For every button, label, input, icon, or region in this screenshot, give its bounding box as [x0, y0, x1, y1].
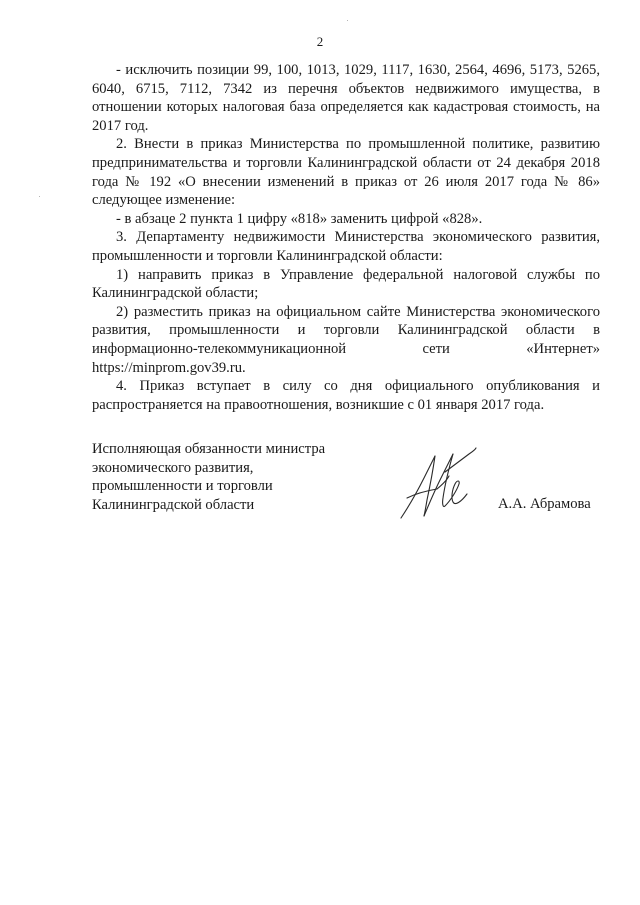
scan-speck	[347, 20, 348, 21]
paragraph-item-3-1: 1) направить приказ в Управление федеральной налоговой службы по Калининградской области;	[92, 266, 600, 302]
signer-position-line: Исполняющая обязанности министра	[92, 441, 326, 457]
scan-speck	[39, 196, 40, 197]
signer-position-line: Калининградской области	[92, 496, 255, 513]
paragraph-exclude-positions: - исключить позиции 99, 100, 1013, 1029, 1117, 1630, 2564, 4696, 5173, 5265, 6040, 6715, 7112, 7342 из перечня объектов недвижимого имущества, в отношении которых налоговая база определяется как кадастровая стоимость, на 2017 год.	[92, 62, 600, 134]
signer-position-line: экономического развития,	[92, 459, 254, 476]
paragraph-item-2: 2. Внести в приказ Министерства по промышленной политике, развитию предпринимательства и торговли Калининградской области от 24 декабря 2018 года № 192 «О внесении изменений в приказ от 26 июля 2017 года № 86» следующее изменение:	[92, 136, 600, 209]
page-number: 2	[316, 34, 324, 49]
paragraph-item-3: 3. Департаменту недвижимости Министерства экономического развития, промышленности и торговли Калининградской области:	[92, 229, 600, 264]
paragraph-item-4: 4. Приказ вступает в силу со дня официального опубликования и распространяется на правоотношения, возникшие с 01 января 2017 года.	[92, 378, 600, 413]
signer-name: А.А. Абрамова	[498, 496, 591, 512]
signer-position-line: промышленности и торговли	[92, 478, 273, 495]
handwritten-signature	[397, 442, 479, 522]
signer-position	[92, 440, 325, 514]
paragraph-item-2-change: - в абзаце 2 пункта 1 цифру «818» заменить цифрой «828».	[116, 210, 483, 227]
signature-block	[92, 440, 600, 530]
paragraph-item-3-2: 2) разместить приказ на официальном сайте Министерства экономического развития, промышленности и торговли Калининградской области в информационно-телекоммуникационной сети «Интернет» https://minprom.gov39.ru.	[92, 303, 600, 376]
document-body	[92, 61, 600, 414]
